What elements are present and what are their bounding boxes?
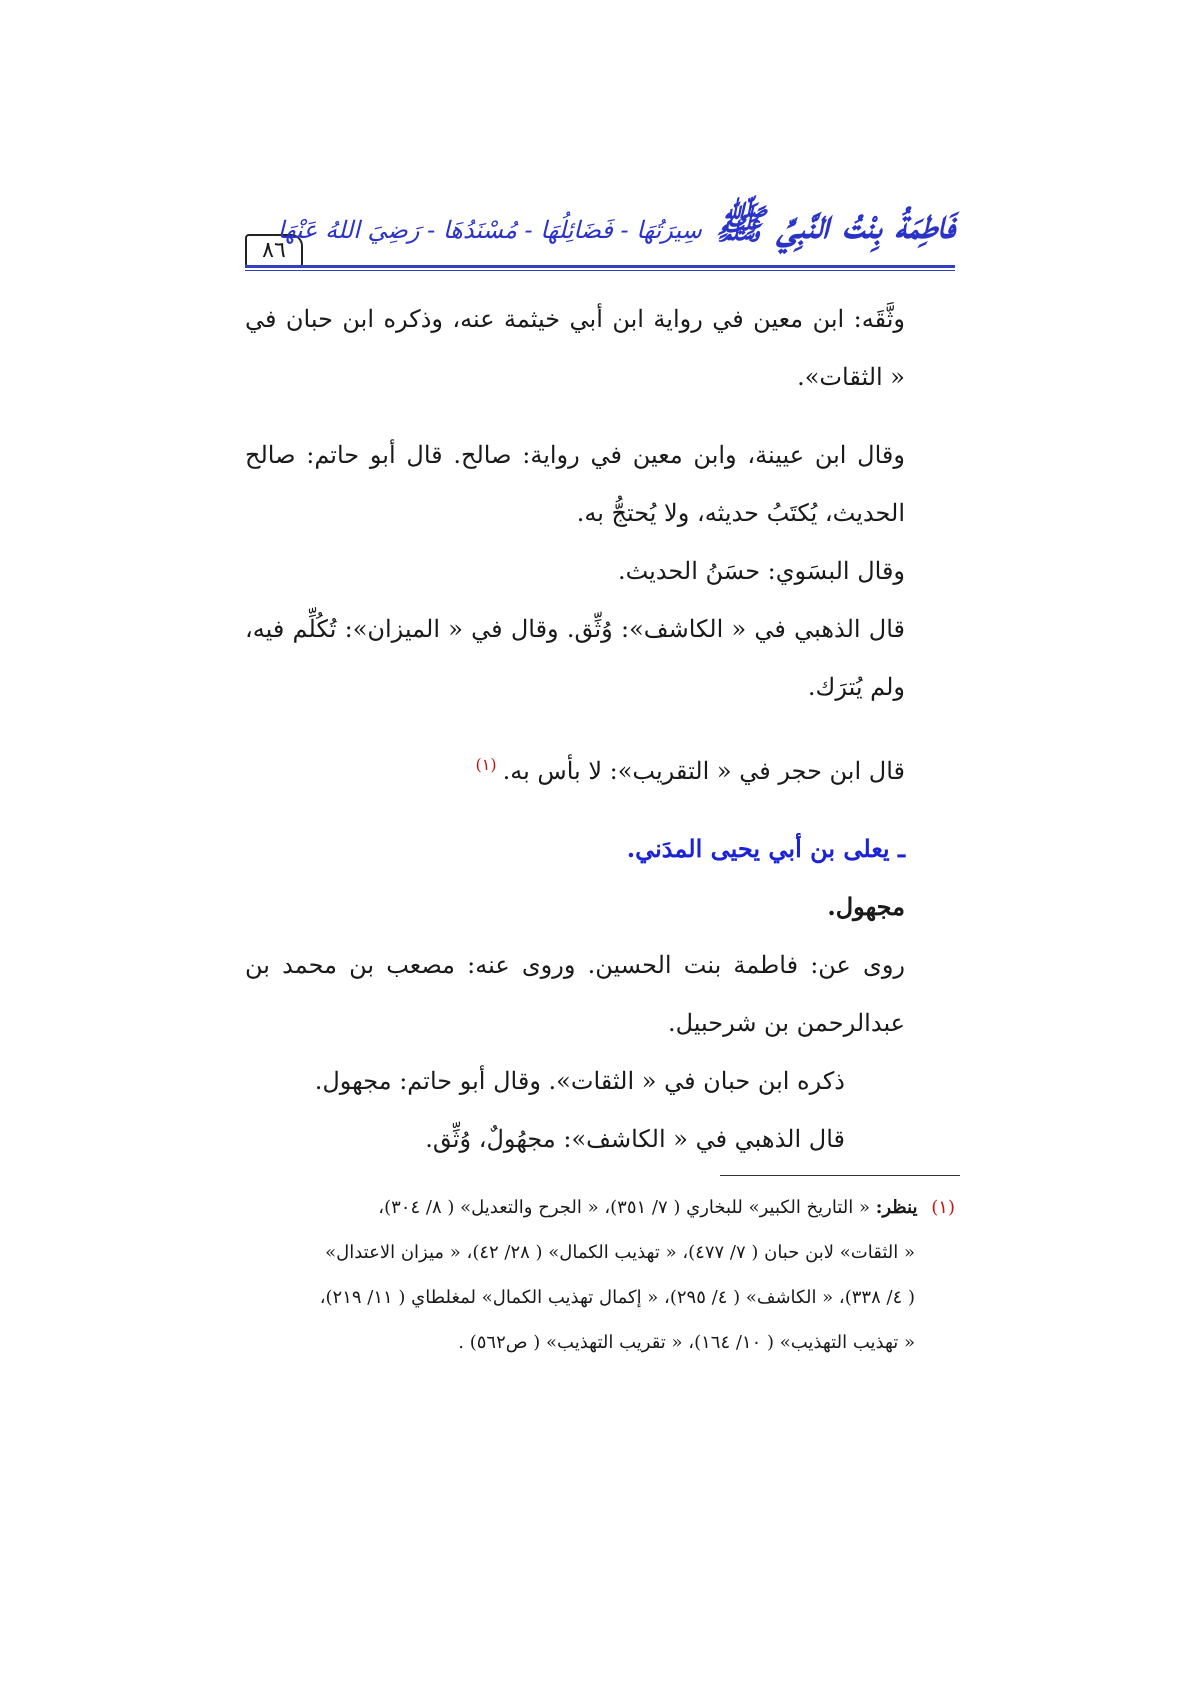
paragraph-text: قال ابن حجر في « التقريب»: لا بأس به. [502, 757, 905, 785]
footnote-number: (١) [931, 1197, 955, 1218]
footnote-line: « تهذيب التهذيب» ( ١٠/ ١٦٤)، « تقريب التهذيب» ( ص٥٦٢) . [458, 1332, 915, 1353]
paragraph: قال الذهبي في « الكاشف»: وُثِّق. وقال في « الميزان»: تُكُلِّم فيه، ولم يُترَك. [245, 615, 905, 701]
footnote-text: « التاريخ الكبير» للبخاري ( ٧/ ٣٥١)، « الجرح والتعديل» ( ٨/ ٣٠٤)، [378, 1197, 870, 1218]
paragraph: روى عن: فاطمة بنت الحسين. وروى عنه: مصعب بن محمد بن عبدالرحمن بن شرحبيل. [245, 951, 905, 1037]
narrator-status: مجهول. [827, 892, 905, 921]
header-divider [245, 265, 955, 271]
paragraph: قال الذهبي في « الكاشف»: مجهُولٌ، وُثِّق. [425, 1125, 845, 1153]
footnotes [245, 1185, 955, 1365]
page-body [245, 290, 955, 1168]
footnote-line: ( ٤/ ٣٣٨)، « الكاشف» ( ٤/ ٢٩٥)، « إكمال تهذيب الكمال» لمغلطاي ( ١١/ ٢١٩)، [319, 1287, 915, 1308]
paragraph: وقال البسَوي: حسَنُ الحديث. [617, 557, 905, 585]
footnote-reference[interactable]: (١) [475, 755, 497, 774]
entry-heading: ـ يعلى بن أبي يحيى المدَني. [626, 834, 905, 863]
paragraph: وقال ابن عيينة، وابن معين في رواية: صالح. قال أبو حاتم: صالح الحديث، يُكتَبُ حديثه، ولا يُحتجُّ به. [245, 441, 905, 527]
footnote-see-label: ينظر: [875, 1197, 918, 1218]
paragraph [245, 736, 955, 800]
page-header [245, 192, 955, 268]
page-number: ٨٦ [245, 234, 303, 268]
paragraph: ذكره ابن حبان في « الثقات». وقال أبو حاتم: مجهول. [314, 1067, 845, 1095]
book-title-main: فَاطِمَةُ بِنْتُ النَّبِيِّ ﷺ [715, 201, 955, 248]
paragraph: وثَّقَه: ابن معين في رواية ابن أبي خيثمة عنه، وذكره ابن حبان في « الثقات». [245, 305, 905, 391]
book-title-subtitle: سِيرَتُهَا - فَضَائِلُهَا - مُسْنَدُهَا - رَضِيَ اللهُ عَنْهَا [277, 216, 702, 244]
book-title [277, 200, 955, 258]
footnote-divider [720, 1175, 960, 1176]
footnote-line: « الثقات» لابن حبان ( ٧/ ٤٧٧)، « تهذيب الكمال» ( ٢٨/ ٤٢)، « ميزان الاعتدال» [325, 1242, 915, 1263]
footnote-line [245, 1185, 955, 1230]
